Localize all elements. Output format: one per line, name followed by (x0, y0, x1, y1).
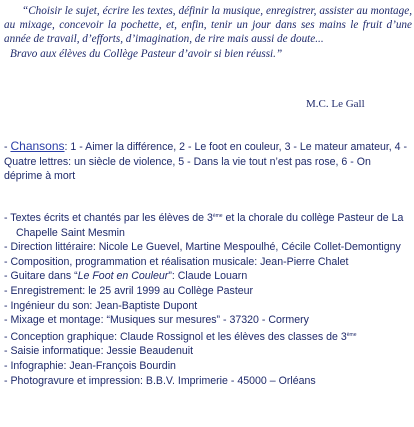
credit-guitar-end: ”: Claude Louarn (168, 270, 248, 283)
credit-composition: - Composition, programmation et réalisation musicale: Jean-Pierre Chalet (4, 255, 349, 268)
signature: M.C. Le Gall (306, 98, 365, 110)
quote-closing: Bravo aux élèves du Collège Pasteur d’avoir si bien réussi.” (10, 47, 283, 60)
credit-direction: - Direction littéraire: Nicole Le Guevel, Martine Mespoulhé, Cécile Collet-Demontigny (4, 241, 401, 254)
credit-design (4, 328, 412, 345)
song-list-heading: Chansons (10, 139, 65, 153)
credit-input: - Saisie informatique: Jessie Beaudenuit (4, 345, 194, 358)
credit-design-start: - Conception graphique: Claude Rossignol et les élèves des classes de 3 (4, 330, 347, 343)
credit-texts (4, 209, 412, 240)
credit-texts-end: et la chorale du collège Pasteur de La Chapelle Saint Mesmin (16, 212, 404, 239)
credit-printing: - Photogravure et impression: B.B.V. Imprimerie - 45000 – Orléans (4, 374, 316, 387)
credit-guitar-song: Le Foot en Couleur (77, 270, 169, 283)
credit-mixing: - Mixage et montage: “Musiques sur mesures” - 37320 - Cormery (4, 314, 309, 327)
song-list-prefix: - (4, 141, 11, 153)
grade-superscript: ème (212, 213, 223, 219)
credit-texts-start: - Textes écrits et chantés par les élèves de 3 (4, 212, 213, 224)
grade-superscript: ème (346, 331, 357, 338)
credit-guitar-start: - Guitare dans “ (4, 270, 78, 283)
song-list (4, 139, 412, 184)
song-list-titles: : 1 - Aimer la différence, 2 - Le foot en couleur, 3 - Le mateur amateur, 4 - Quatre lettres: un siècle de violence, 5 - Dans la vie tout n’est pas rose, 6 - On déprime à mort (4, 141, 408, 183)
credit-sound: - Ingénieur du son: Jean-Baptiste Dupont (4, 299, 198, 312)
credits-list (4, 209, 412, 388)
quote-paragraph: “Choisir le sujet, écrire les textes, définir la musique, enregistrer, assister au montage, au mixage, concevoir la pochette, et, enfin, tenir un jour dans ses mains le fruit d’une année de travail, d’efforts, d’imagination, de rire mais aussi de doute... (4, 5, 412, 46)
credit-recording: - Enregistrement: le 25 avril 1999 au Collège Pasteur (4, 284, 254, 297)
dedication-quote (4, 4, 412, 61)
credit-infographic: - Infographie: Jean-François Bourdin (4, 359, 176, 372)
credit-guitar (4, 269, 412, 284)
